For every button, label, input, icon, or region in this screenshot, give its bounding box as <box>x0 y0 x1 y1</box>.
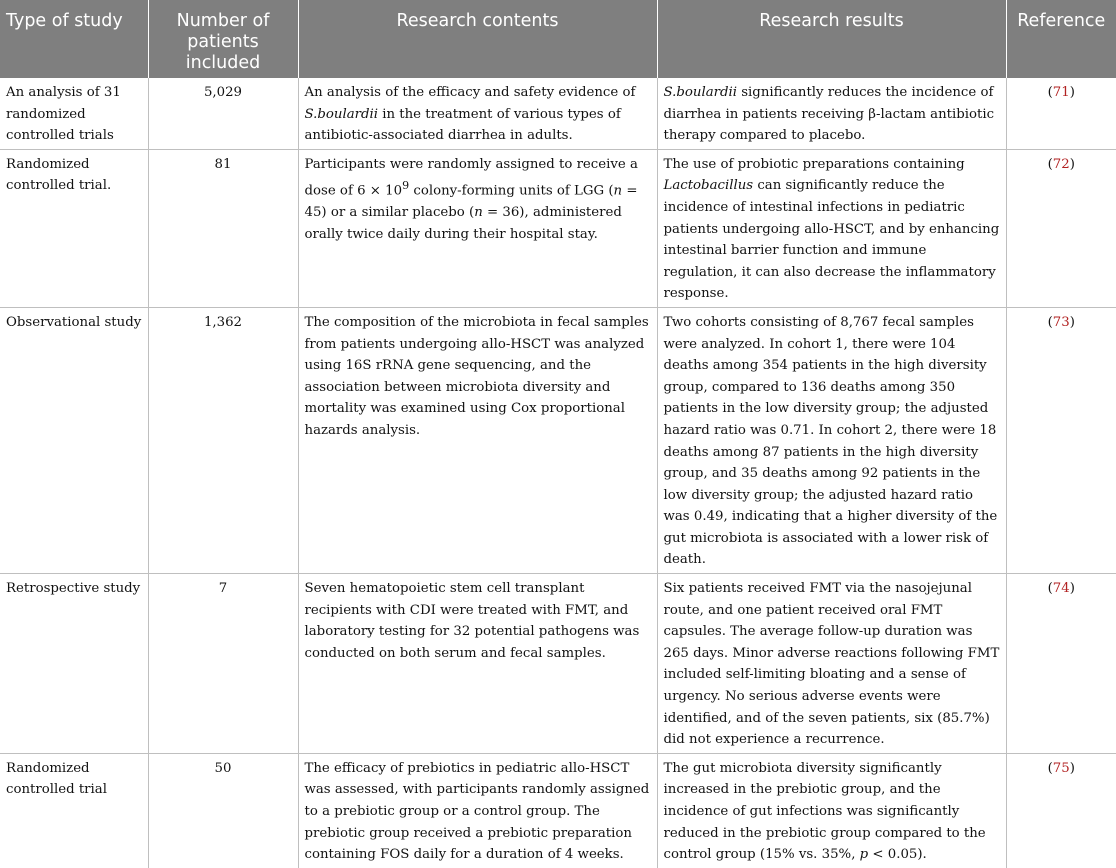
table-row <box>0 149 1116 307</box>
cell-number: 1,362 <box>148 307 298 573</box>
table-row <box>0 753 1116 867</box>
cell-number: 50 <box>148 753 298 867</box>
header-research-results: Research results <box>657 0 1006 78</box>
cell-type: Randomized controlled trial <box>0 753 148 867</box>
cell-contents: Seven hematopoietic stem cell transplant recipients with CDI were treated with FMT, and laboratory testing for 32 potential pathogens was conducted on both serum and fecal samples. <box>298 574 657 754</box>
header-research-contents: Research contents <box>298 0 657 78</box>
cell-number: 7 <box>148 574 298 754</box>
reference-link[interactable]: 73 <box>1052 314 1070 330</box>
header-row <box>0 0 1116 78</box>
cell-contents: Participants were randomly assigned to receive a dose of $6 \times 10^9$ colony-forming units of LGG (n = 45) or a similar placebo (n = 36), administered orally twice daily during their hospital stay. <box>298 149 657 307</box>
reference-link[interactable]: 71 <box>1052 85 1070 100</box>
cell-contents: The composition of the microbiota in fecal samples from patients undergoing allo-HSCT was analyzed using 16S rRNA gene sequencing, and the association between microbiota diversity and mortality was examined using Cox proportional hazards analysis. <box>298 307 657 573</box>
table-row <box>0 78 1116 149</box>
cell-reference: (75) <box>1047 760 1075 776</box>
table-row <box>0 574 1116 754</box>
cell-contents: An analysis of the efficacy and safety evidence of S.boulardii in the treatment of various types of antibiotic-associated diarrhea in adults. <box>298 78 657 149</box>
cell-reference: (74) <box>1006 574 1116 754</box>
cell-results: The gut microbiota diversity significantly increased in the prebiotic group, and the incidence of gut infections was significantly reduced in the prebiotic group compared to the control group (15% vs. 35%, p < 0.05). <box>657 753 1006 867</box>
cell-results: Six patients received FMT via the nasojejunal route, and one patient received oral FMT capsules. The average follow-up duration was 265 days. Minor adverse reactions following FMT included self-limiting bloating and a sense of urgency. No serious adverse events were identified, and of the seven patients, six (85.7%) did not experience a recurrence. <box>657 574 1006 754</box>
header-reference: Reference <box>1006 0 1116 78</box>
reference-link[interactable]: 74 <box>1052 581 1070 597</box>
reference-link[interactable]: 75 <box>1052 760 1070 776</box>
cell-type: Randomized controlled trial. <box>0 149 148 307</box>
cell-type: Retrospective study <box>0 574 148 754</box>
cell-type: Observational study <box>0 307 148 573</box>
cell-type: An analysis of 31 randomized controlled trials <box>0 78 148 149</box>
cell-results: S.boulardii significantly reduces the incidence of diarrhea in patients receiving β-lactam antibiotic therapy compared to placebo. <box>657 78 1006 149</box>
cell-number: 81 <box>148 149 298 307</box>
reference-link[interactable]: 72 <box>1052 156 1070 172</box>
cell-results: The use of probiotic preparations containing Lactobacillus can significantly reduce the incidence of intestinal infections in pediatric patients undergoing allo-HSCT, and by enhancing intestinal barrier function and immune regulation, it can also decrease the inflammatory response. <box>657 149 1006 307</box>
table-row <box>0 307 1116 573</box>
cell-reference: (73) <box>1006 307 1116 573</box>
cell-reference: (72) <box>1006 149 1116 307</box>
cell-contents: The efficacy of prebiotics in pediatric allo-HSCT was assessed, with participants randomly assigned to a prebiotic group or a control group. The prebiotic group received a prebiotic preparation containing FOS daily for a duration of 4 weeks. <box>298 753 657 867</box>
cell-reference: (71) <box>1006 78 1116 149</box>
cell-results: Two cohorts consisting of 8,767 fecal samples were analyzed. In cohort 1, there were 104 deaths among 354 patients in the high diversity group, compared to 136 deaths among 350 patients in the low diversity group; the adjusted hazard ratio was 0.71. In cohort 2, there were 18 deaths among 87 patients in the high diversity group, and 35 deaths among 92 patients in the low diversity group; the adjusted hazard ratio was 0.49, indicating that a higher diversity of the gut microbiota is associated with a lower risk of death. <box>657 307 1006 573</box>
cell-number: 5,029 <box>148 78 298 149</box>
header-number-of-patients: Number of patients included <box>148 0 298 78</box>
header-type-of-study: Type of study <box>0 0 148 78</box>
